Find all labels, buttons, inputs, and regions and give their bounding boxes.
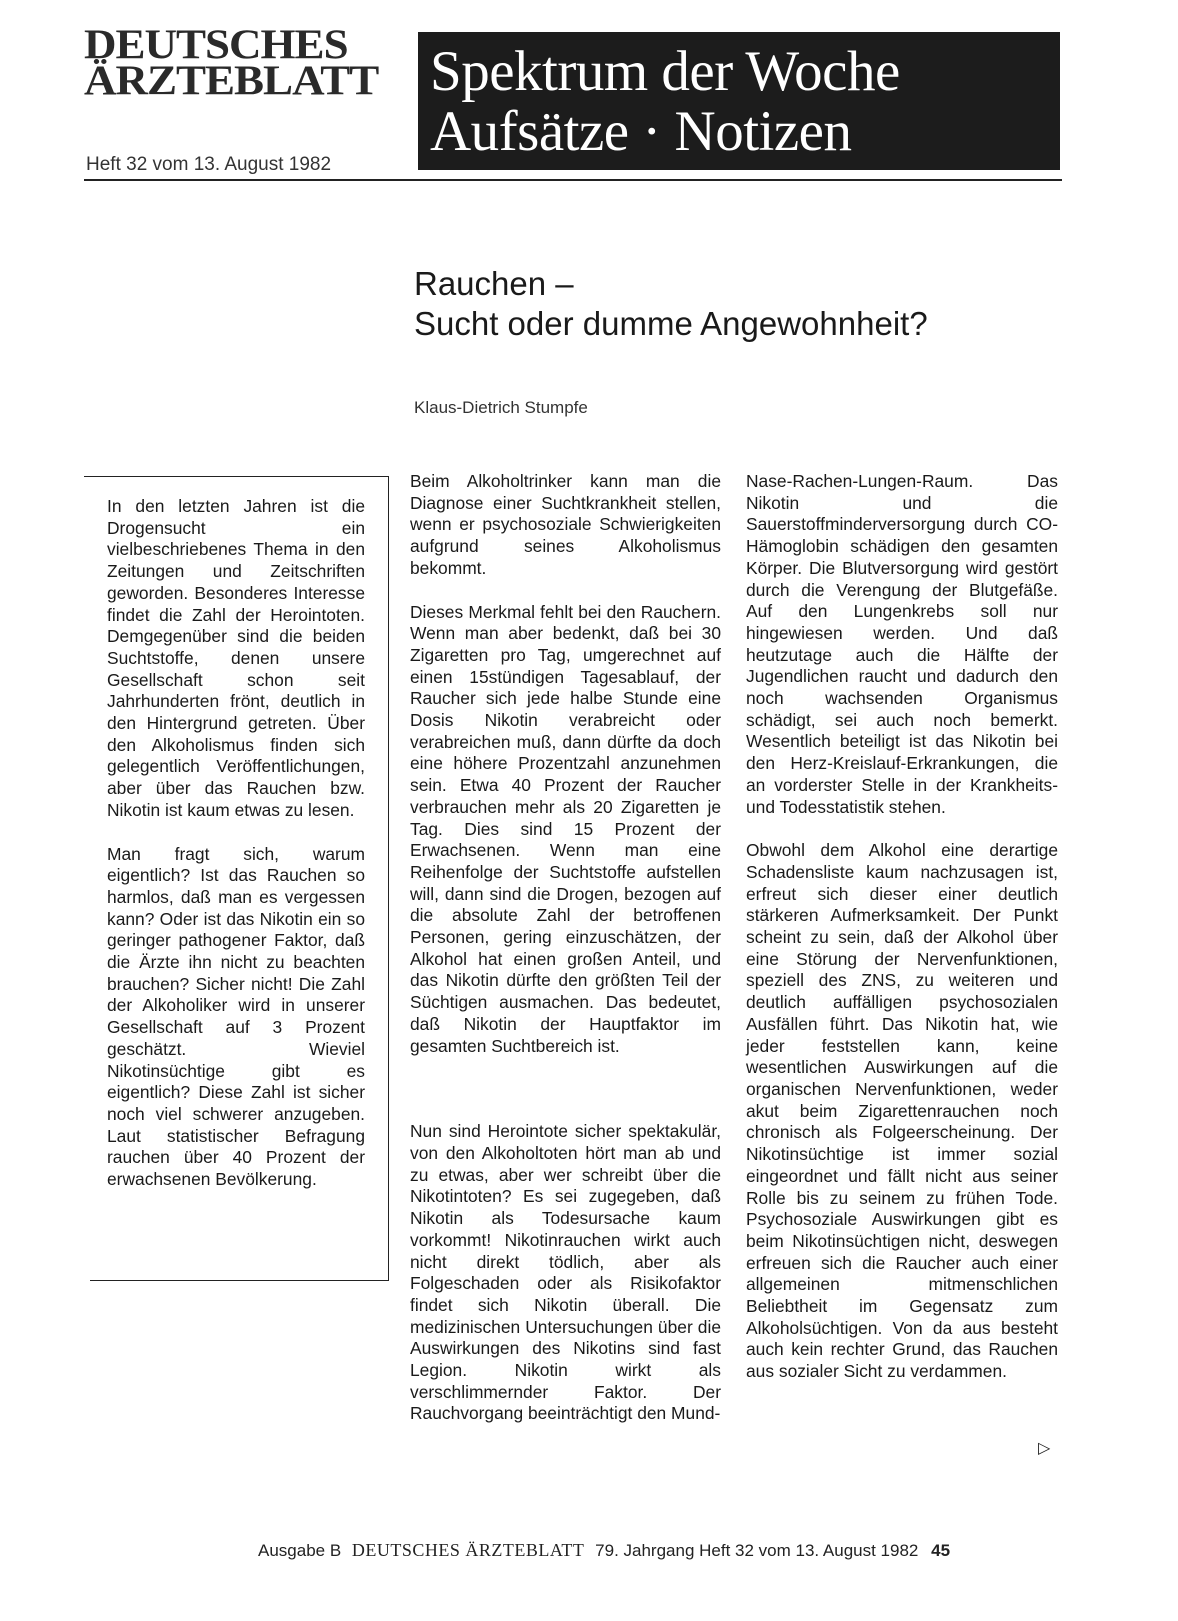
header-divider <box>84 179 1062 181</box>
footer-volume: 79. Jahrgang Heft 32 vom 13. August 1982 <box>595 1541 919 1560</box>
title-line-1: Rauchen – <box>414 265 574 302</box>
issue-line: Heft 32 vom 13. August 1982 <box>86 154 332 175</box>
masthead-logo <box>84 20 379 104</box>
body-paragraph: Beim Alkoholtrinker kann man die Diagnose einer Suchtkrankheit stellen, wenn er psychosoziale Schwierigkeiten aufgrund seines Alkoholismus bekommt. <box>410 471 721 578</box>
article-author: Klaus-Dietrich Stumpfe <box>414 398 588 417</box>
masthead-line-1: DEUTSCHES <box>84 20 348 68</box>
body-paragraph: Obwohl dem Alkohol eine derartige Schadensliste kaum nachzusagen ist, erfreut sich dieser einer deutlich stärkeren Aufmerksamkeit. Der Punkt scheint zu sein, daß der Alkohol über eine Störung der Nervenfunktionen, speziell des ZNS, zu weiteren und deutlich auffälligen psychosozialen Ausfällen führt. Das Nikotin hat, wie jeder feststellen kann, keine wesentlichen Auswirkungen auf die organischen Nervenfunktionen, weder akut beim Zigarettenrauchen noch chronisch als Folgeerscheinung. Der Nikotinsüchtige ist immer sozial eingeordnet und fällt nicht aus seiner Rolle bis zu seinem zu frühen Tode. Psychosoziale Auswirkungen gibt es beim Nikotinsüchtigen nicht, deswegen erfreuen sich die Raucher auch einer allgemeinen mitmenschlichen Beliebtheit im Gegensatz zum Alkoholsüchtigen. Von da aus besteht auch kein rechter Grund, das Rauchen aus sozialer Sicht zu verdammen. <box>746 840 1058 1382</box>
page-number: 45 <box>931 1541 951 1560</box>
intro-paragraph: Man fragt sich, warum eigentlich? Ist das Rauchen so harmlos, daß man es vergessen kann? Oder ist das Nikotin ein so geringer pathogener Faktor, daß die Ärzte ihn nicht zu beachten brauchen? Sicher nicht! Die Zahl der Alkoholiker wird in unserer Gesellschaft auf 3 Prozent geschätzt. Wieviel Nikotinsüchtige gibt es eigentlich? Diese Zahl ist sicher noch viel schwerer anzugeben. Laut statistischer Befragung rauchen über 40 Prozent der erwachsenen Bevölkerung. <box>107 843 365 1190</box>
title-line-2: Sucht oder dumme Angewohnheit? <box>414 305 928 342</box>
article-column-3 <box>746 471 1058 1383</box>
body-paragraph: Nun sind Herointote sicher spektakulär, von den Alkoholtoten hört man ab und zu etwas, aber wer schreibt über die Nikotintoten? Es sei zugegeben, daß Nikotin als Todesursache kaum vorkommt! Nikotinrauchen wirkt auch nicht direkt tödlich, aber als Folgeschaden oder als Risikofaktor findet sich Nikotin überall. Die medizinischen Untersuchungen über die Auswirkungen des Nikotins sind fast Legion. Nikotin wirkt als verschlimmernder Faktor. Der Rauchvorgang beeinträchtigt den Mund- <box>410 1121 721 1424</box>
masthead-line-2: ÄRZTEBLATT <box>84 56 379 104</box>
continue-arrow-icon: ▷ <box>1038 1440 1051 1457</box>
intro-box-text <box>107 496 365 1191</box>
footer-edition: Ausgabe B <box>258 1541 342 1560</box>
article-column-2 <box>410 471 721 1425</box>
section-banner <box>418 32 1060 170</box>
footer-brand: DEUTSCHES ÄRZTEBLATT <box>351 1540 585 1560</box>
page-footer <box>258 1540 950 1561</box>
section-title-1: Spektrum der Woche <box>430 40 900 103</box>
article-title <box>414 264 928 344</box>
body-paragraph: Nase-Rachen-Lungen-Raum. Das Nikotin und die Sauerstoffminderversorgung durch CO-Hämoglobin schädigen den gesamten Körper. Die Blutversorgung wird gestört durch die Verengung der Blutgefäße. Auf den Lungenkrebs soll nur hingewiesen werden. Und daß heutzutage auch die Hälfte der Jugendlichen raucht und dadurch den noch wachsenden Organismus schädigt, sei auch noch bemerkt. Wesentlich beteiligt ist das Nikotin bei den Herz-Kreislauf-Erkrankungen, die an vorderster Stelle in der Krankheits- und Todesstatistik stehen. <box>746 471 1058 817</box>
section-title-2: Aufsätze · Notizen <box>430 100 852 163</box>
intro-paragraph: In den letzten Jahren ist die Drogensucht ein vielbeschriebenes Thema in den Zeitungen und Zeitschriften geworden. Besonderes Interesse findet die Zahl der Herointoten. Demgegenüber sind die beiden Suchtstoffe, denen unsere Gesellschaft schon seit Jahrhunderten frönt, deutlich in den Hintergrund getreten. Über den Alkoholismus finden sich gelegentlich Veröffentlichungen, aber über das Rauchen bzw. Nikotin ist kaum etwas zu lesen. <box>107 496 365 820</box>
body-paragraph: Dieses Merkmal fehlt bei den Rauchern. Wenn man aber bedenkt, daß bei 30 Zigaretten pro Tag, umgerechnet auf einen 15stündigen Tagesablauf, der Raucher sich jede halbe Stunde eine Dosis Nikotin verabreicht oder verabreichen muß, dann dürfte da doch eine höhere Prozentzahl anzunehmen sein. Etwa 40 Prozent der Raucher verbrauchen mehr als 20 Zigaretten je Tag. Dies sind 15 Prozent der Erwachsenen. Wenn man eine Reihenfolge der Suchtstoffe aufstellen will, dann sind die Drogen, bezogen auf die absolute Zahl der betroffenen Personen, gering einzuschätzen, der Alkohol hat einen großen Anteil, und das Nikotin dürfte den größten Teil der Süchtigen ausmachen. Das bedeutet, daß Nikotin der Hauptfaktor im gesamten Suchtbereich ist. <box>410 601 721 1056</box>
